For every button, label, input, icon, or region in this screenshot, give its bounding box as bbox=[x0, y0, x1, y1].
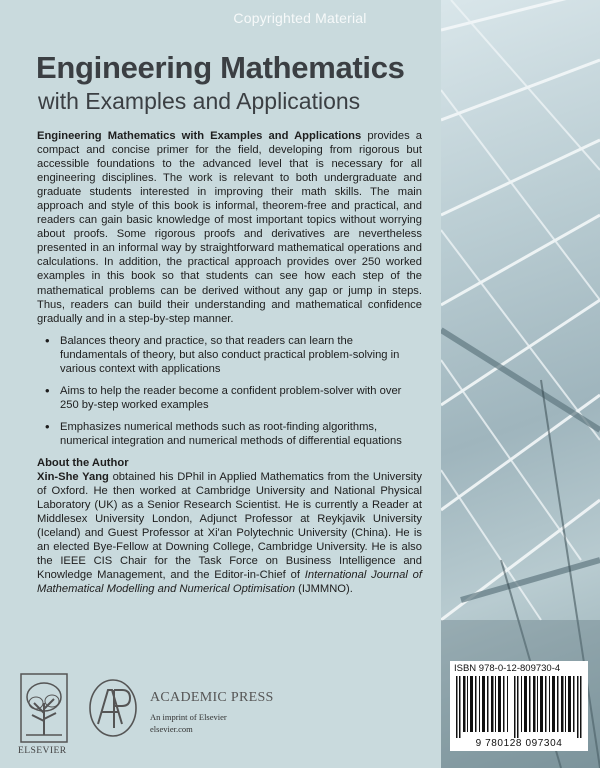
publisher-url: elsevier.com bbox=[150, 724, 193, 734]
intro-lead: Engineering Mathematics with Examples and Applications bbox=[37, 130, 362, 142]
academic-press-logo-icon bbox=[88, 678, 138, 738]
about-tail: (IJMMNO). bbox=[295, 583, 353, 596]
imprint-line: An imprint of Elsevier bbox=[150, 712, 227, 722]
copyright-watermark: Copyrighted Material bbox=[233, 10, 367, 26]
barcode-digits: 9 780128 097304 bbox=[475, 738, 563, 749]
building-photo bbox=[441, 0, 600, 768]
book-title: Engineering Mathematics bbox=[36, 50, 405, 85]
intro-paragraph bbox=[37, 129, 422, 326]
about-heading: About the Author bbox=[37, 456, 129, 469]
about-body: obtained his DPhil in Applied Mathematics from the University of Oxford. He then worked at Cambridge University and National Physical Laboratory (UK) as a Senior Research Scientist. He is currently a Reader at Middlesex University London, Adjunct Professor at Reykjavik University (Iceland) and Guest Professor at Xi'an Polytechnic University (China). He is an elected Bye-Fellow at Downing College, Cambridge University. He is also the IEEE CIS Chair for the Task Force on Business Intelligence and Knowledge Management, and the Editor-in-Chief of bbox=[37, 471, 422, 582]
journal-name: International Journal of Mathematical Modelling and Numerical Optimisation bbox=[37, 569, 422, 596]
academic-press-name: ACADEMIC PRESS bbox=[150, 690, 274, 705]
barcode-icon bbox=[456, 676, 582, 738]
isbn-barcode bbox=[450, 661, 588, 751]
feature-list bbox=[37, 334, 422, 448]
elsevier-tree-logo-icon bbox=[20, 673, 68, 743]
elsevier-wordmark: ELSEVIER bbox=[18, 745, 67, 756]
list-item: • Emphasizes numerical methods such as root-finding algorithms, numerical integration and numerical methods of differential equations bbox=[37, 420, 422, 448]
intro-body: provides a compact and concise primer for the field, developing from rigorous but accessible foundations to the advanced level that is necessary for all engineering disciplines. The work is relevant to both undergraduate and graduate students interested in improving their math skills. The main approach and style of this book is informal, theorem-free and practical, and readers can gain basic knowledge of most important topics without worrying about proofs. Some rigorous proofs and derivatives are nevertheless presented in an informal way by straightforward mathematical operations and calculations. In addition, the practical approach provides over 250 worked examples in this book so that students can see how each step of the mathematical problems can be derived without any gap or jump in steps. Thus, readers can build their understanding and mathematical confidence gradually and in a step-by-step manner. bbox=[37, 130, 423, 325]
isbn-label: ISBN 978-0-12-809730-4 bbox=[454, 663, 561, 674]
about-paragraph bbox=[37, 470, 422, 596]
author-name: Xin-She Yang bbox=[37, 471, 109, 484]
blurb-content bbox=[37, 129, 422, 596]
list-item: • Aims to help the reader become a confident problem-solver with over 250 by-step worked examples bbox=[37, 384, 422, 412]
book-subtitle: with Examples and Applications bbox=[38, 88, 361, 114]
list-item: • Balances theory and practice, so that readers can learn the fundamentals of theory, but also conduct practical problem-solving in various context with applications bbox=[37, 334, 422, 376]
